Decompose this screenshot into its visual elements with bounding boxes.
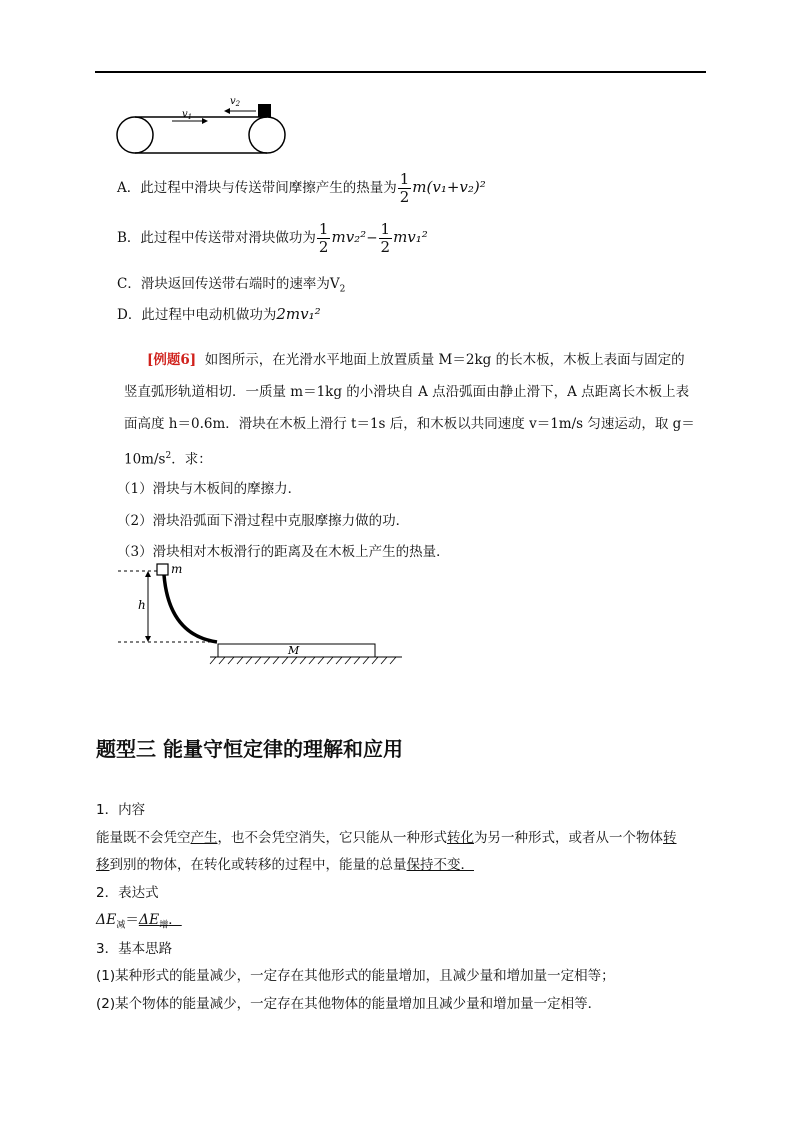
example-6-line4: $10m/s^2$．求：	[124, 451, 212, 468]
arc-track-board-figure	[112, 560, 412, 672]
option-a: A．此过程中滑块与传送带间摩擦产生的热量为 $\frac{1}{2}$ m(v₁+v₂)²	[117, 170, 486, 206]
energy-formula: $\Delta E_减=\Delta E_增$．	[96, 912, 182, 931]
section-1-para-line2: 移到别的物体，在转化或转移的过程中，能量的总量保持不变．	[96, 857, 474, 873]
v1-label: $v_1$	[182, 109, 193, 121]
h-label: h	[138, 598, 146, 612]
section-heading: 题型三 能量守恒定律的理解和应用	[96, 737, 403, 761]
example-6: [例题6] 如图所示，在光滑水平地面上放置质量 M＝2kg 的长木板，木板上表面与固定的	[147, 352, 685, 368]
section-3-point-2: (2)某个物体的能量减少，一定存在其他物体的能量增加且减少量和增加量一定相等．	[96, 996, 602, 1012]
section-3-point-1: (1)某种形式的能量减少，一定存在其他形式的能量增加，且减少量和增加量一定相等；	[96, 968, 615, 984]
header-rule	[95, 71, 706, 73]
conveyor-belt-figure	[110, 92, 290, 158]
option-c: C．滑块返回传送带右端时的速率为$V_2$	[117, 276, 346, 295]
M-label: M	[288, 644, 300, 657]
question-1: （1）滑块与木板间的摩擦力．	[117, 481, 302, 497]
fraction-half: $\frac{1}{2}$	[318, 220, 329, 256]
v2-label: $v_2$	[230, 96, 241, 108]
m-label: m	[171, 562, 183, 576]
section-1-title: 1．内容	[96, 802, 146, 818]
option-b: B．此过程中传送带对滑块做功为 $\frac{1}{2}$ mv₂²− $\frac{1}{2}$ mv₁²	[117, 220, 428, 256]
section-1-para-line1: 能量既不会凭空产生，也不会凭空消失，它只能从一种形式转化为另一种形式，或者从一个物体转	[96, 830, 677, 846]
example-6-line2: 竖直弧形轨道相切．一质量 m＝1kg 的小滑块自 A 点沿弧面由静止滑下，A 点距离长木板上表	[124, 384, 690, 400]
section-2-title: 2．表达式	[96, 885, 159, 901]
question-2: （2）滑块沿弧面下滑过程中克服摩擦力做的功．	[117, 513, 410, 529]
section-3-title: 3．基本思路	[96, 941, 173, 957]
fraction-half: $\frac{1}{2}$	[399, 170, 410, 206]
question-3: （3）滑块相对木板滑行的距离及在木板上产生的热量．	[117, 544, 450, 560]
fraction-half: $\frac{1}{2}$	[380, 220, 391, 256]
example-tag: [例题6]	[147, 352, 197, 368]
option-d: D．此过程中电动机做功为2mv₁²	[117, 305, 321, 323]
example-6-line3: 面高度 h＝0.6m．滑块在木板上滑行 t＝1s 后，和木板以共同速度 v＝1m/s 匀速运动，取 g＝	[124, 416, 695, 432]
